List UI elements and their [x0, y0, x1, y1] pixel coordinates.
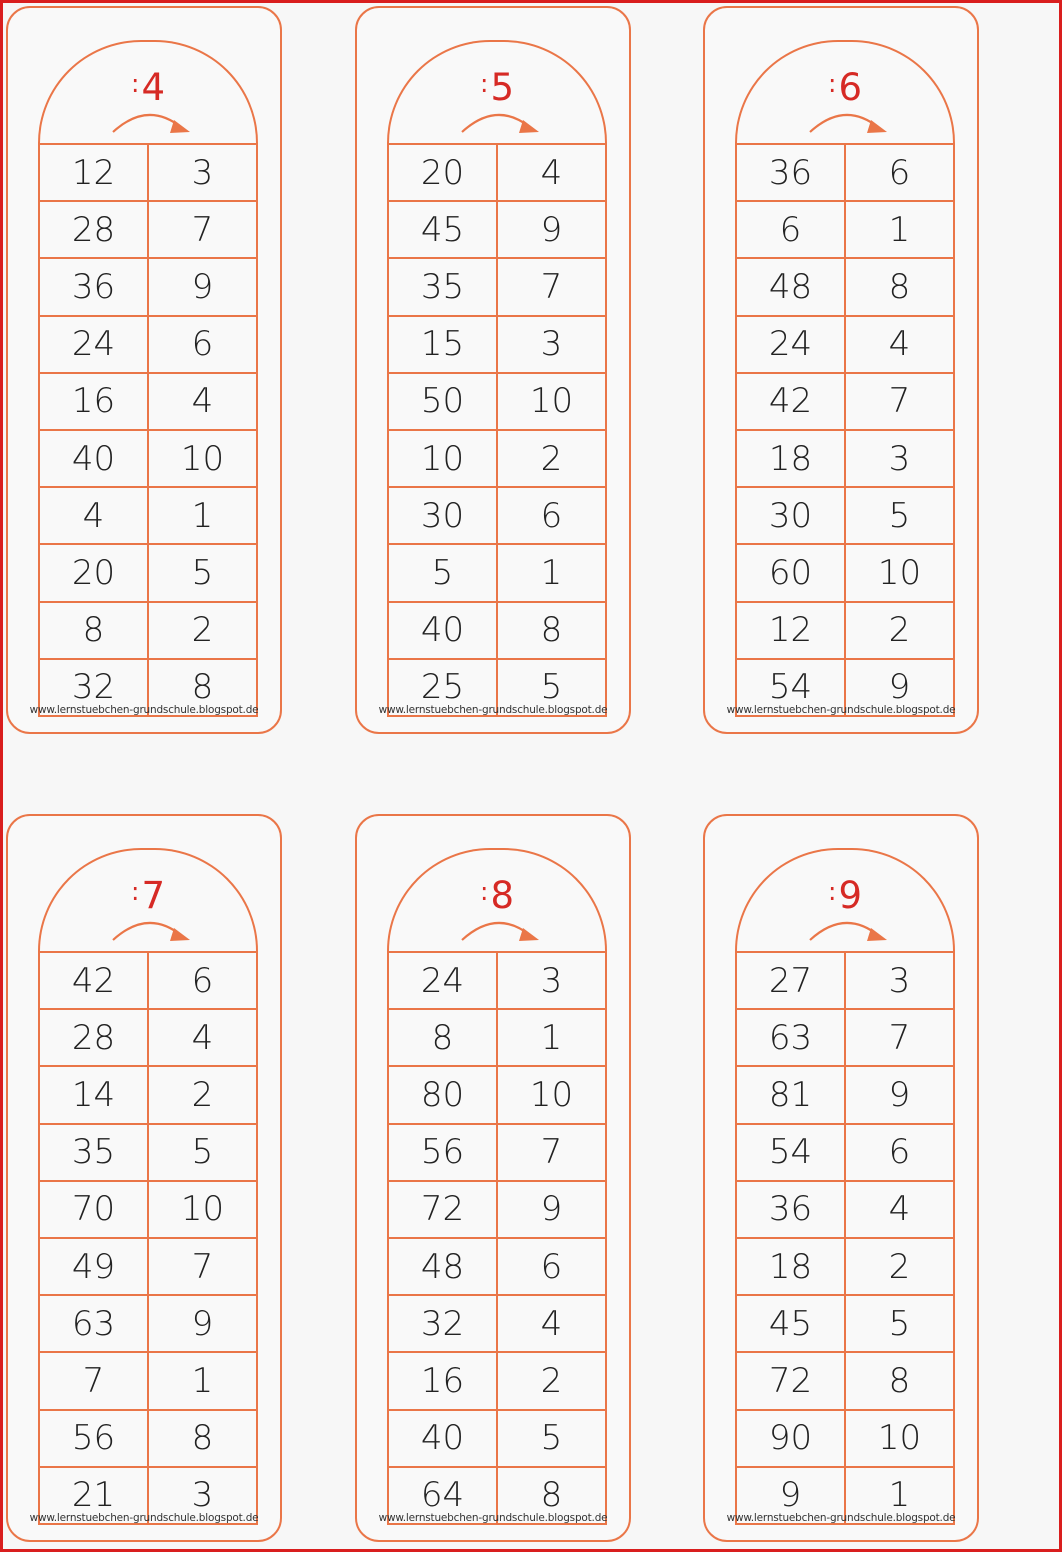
dividend-cell: 30: [736, 487, 845, 544]
quotient-cell: 2: [845, 602, 954, 659]
dividend-cell: 63: [736, 1009, 845, 1066]
quotient-cell: 5: [148, 1124, 257, 1181]
table-row: [39, 1238, 257, 1295]
table-row: [736, 258, 954, 315]
quotient-cell: 6: [148, 952, 257, 1009]
dividend-cell: 8: [388, 1009, 497, 1066]
quotient-cell: 5: [497, 1410, 606, 1467]
dividend-cell: 32: [388, 1295, 497, 1352]
dividend-cell: 90: [736, 1410, 845, 1467]
quotient-cell: 4: [497, 1295, 606, 1352]
division-table: [387, 143, 607, 717]
table-row: [39, 1295, 257, 1352]
dividend-cell: 24: [388, 952, 497, 1009]
table-row: [39, 544, 257, 601]
website-footer: www.lernstuebchen-grundschule.blogspot.de: [378, 704, 608, 716]
dividend-cell: 25: [388, 659, 497, 716]
dividend-cell: 40: [388, 1410, 497, 1467]
curved-arrow-icon: [807, 914, 891, 946]
curved-arrow-icon: [459, 106, 543, 138]
table-row: [388, 1295, 606, 1352]
table-row: [39, 1009, 257, 1066]
card-arch: [387, 40, 607, 143]
table-row: [39, 201, 257, 258]
division-table: [38, 143, 258, 717]
table-row: [736, 487, 954, 544]
dividend-cell: 4: [39, 487, 148, 544]
dividend-cell: 56: [388, 1124, 497, 1181]
quotient-cell: 8: [148, 659, 257, 716]
table-row: [388, 373, 606, 430]
quotient-cell: 7: [845, 1009, 954, 1066]
table-row: [388, 602, 606, 659]
table-row: [736, 373, 954, 430]
dividend-cell: 48: [736, 258, 845, 315]
table-row: [736, 1181, 954, 1238]
divisor-label: :9: [828, 874, 862, 917]
table-row: [736, 602, 954, 659]
quotient-cell: 7: [148, 201, 257, 258]
divisor-number: 7: [141, 874, 165, 917]
table-row: [388, 1352, 606, 1409]
dividend-cell: 36: [736, 1181, 845, 1238]
dividend-cell: 80: [388, 1066, 497, 1123]
dividend-cell: 56: [39, 1410, 148, 1467]
dividend-cell: 72: [388, 1181, 497, 1238]
divisor-label: :6: [828, 66, 862, 109]
quotient-cell: 8: [845, 1352, 954, 1409]
card-arch: [387, 848, 607, 951]
quotient-cell: 4: [497, 144, 606, 201]
quotient-cell: 7: [148, 1238, 257, 1295]
website-footer: www.lernstuebchen-grundschule.blogspot.de: [29, 704, 259, 716]
quotient-cell: 10: [845, 544, 954, 601]
division-table: [735, 143, 955, 717]
table-row: [39, 316, 257, 373]
dividend-cell: 50: [388, 373, 497, 430]
quotient-cell: 9: [845, 659, 954, 716]
table-row: [388, 258, 606, 315]
table-row: [39, 602, 257, 659]
quotient-cell: 3: [148, 1467, 257, 1524]
quotient-cell: 2: [497, 430, 606, 487]
table-row: [388, 1181, 606, 1238]
table-row: [39, 430, 257, 487]
dividend-cell: 48: [388, 1238, 497, 1295]
website-footer: www.lernstuebchen-grundschule.blogspot.de: [726, 704, 956, 716]
divisor-label: :4: [131, 66, 165, 109]
quotient-cell: 5: [845, 487, 954, 544]
quotient-cell: 6: [148, 316, 257, 373]
dividend-cell: 60: [736, 544, 845, 601]
table-row: [388, 952, 606, 1009]
table-row: [736, 1295, 954, 1352]
division-card-5: [355, 6, 631, 734]
table-row: [39, 373, 257, 430]
quotient-cell: 3: [845, 430, 954, 487]
table-row: [39, 1066, 257, 1123]
quotient-cell: 3: [497, 952, 606, 1009]
quotient-cell: 1: [845, 201, 954, 258]
dividend-cell: 42: [736, 373, 845, 430]
division-table: [735, 951, 955, 1525]
quotient-cell: 9: [845, 1066, 954, 1123]
quotient-cell: 10: [845, 1410, 954, 1467]
quotient-cell: 1: [148, 1352, 257, 1409]
quotient-cell: 1: [497, 544, 606, 601]
table-row: [388, 201, 606, 258]
table-row: [736, 1066, 954, 1123]
table-row: [388, 1066, 606, 1123]
divisor-number: 4: [141, 66, 165, 109]
dividend-cell: 45: [736, 1295, 845, 1352]
quotient-cell: 9: [148, 1295, 257, 1352]
table-row: [39, 1181, 257, 1238]
quotient-cell: 1: [497, 1009, 606, 1066]
quotient-cell: 10: [497, 373, 606, 430]
quotient-cell: 1: [845, 1467, 954, 1524]
dividend-cell: 21: [39, 1467, 148, 1524]
quotient-cell: 10: [148, 430, 257, 487]
table-row: [39, 1124, 257, 1181]
quotient-cell: 10: [497, 1066, 606, 1123]
quotient-cell: 2: [497, 1352, 606, 1409]
division-card-6: [703, 6, 979, 734]
division-card-7: [6, 814, 282, 1542]
divisor-number: 9: [838, 874, 862, 917]
dividend-cell: 72: [736, 1352, 845, 1409]
quotient-cell: 4: [845, 316, 954, 373]
divisor-label: :5: [480, 66, 514, 109]
table-row: [39, 952, 257, 1009]
table-row: [736, 952, 954, 1009]
table-row: [388, 430, 606, 487]
dividend-cell: 35: [388, 258, 497, 315]
dividend-cell: 54: [736, 659, 845, 716]
curved-arrow-icon: [807, 106, 891, 138]
dividend-cell: 15: [388, 316, 497, 373]
dividend-cell: 35: [39, 1124, 148, 1181]
dividend-cell: 5: [388, 544, 497, 601]
table-row: [388, 1410, 606, 1467]
dividend-cell: 36: [736, 144, 845, 201]
table-row: [736, 201, 954, 258]
dividend-cell: 20: [39, 544, 148, 601]
dividend-cell: 16: [39, 373, 148, 430]
quotient-cell: 5: [148, 544, 257, 601]
dividend-cell: 8: [39, 602, 148, 659]
table-row: [736, 1238, 954, 1295]
table-row: [736, 1410, 954, 1467]
quotient-cell: 7: [845, 373, 954, 430]
divisor-number: 5: [490, 66, 514, 109]
dividend-cell: 40: [388, 602, 497, 659]
quotient-cell: 3: [148, 144, 257, 201]
quotient-cell: 7: [497, 258, 606, 315]
card-arch: [735, 848, 955, 951]
quotient-cell: 1: [148, 487, 257, 544]
dividend-cell: 32: [39, 659, 148, 716]
division-table: [387, 951, 607, 1525]
quotient-cell: 5: [497, 659, 606, 716]
website-footer: www.lernstuebchen-grundschule.blogspot.de: [726, 1512, 956, 1524]
quotient-cell: 4: [148, 373, 257, 430]
table-row: [388, 544, 606, 601]
curved-arrow-icon: [459, 914, 543, 946]
dividend-cell: 9: [736, 1467, 845, 1524]
quotient-cell: 3: [497, 316, 606, 373]
quotient-cell: 9: [497, 1181, 606, 1238]
quotient-cell: 6: [845, 144, 954, 201]
dividend-cell: 64: [388, 1467, 497, 1524]
table-row: [736, 1352, 954, 1409]
quotient-cell: 8: [497, 1467, 606, 1524]
division-card-8: [355, 814, 631, 1542]
quotient-cell: 6: [845, 1124, 954, 1181]
dividend-cell: 12: [39, 144, 148, 201]
table-row: [388, 1238, 606, 1295]
dividend-cell: 49: [39, 1238, 148, 1295]
quotient-cell: 2: [845, 1238, 954, 1295]
table-row: [39, 258, 257, 315]
table-row: [388, 144, 606, 201]
division-table: [38, 951, 258, 1525]
division-card-9: [703, 814, 979, 1542]
dividend-cell: 27: [736, 952, 845, 1009]
quotient-cell: 8: [497, 602, 606, 659]
dividend-cell: 14: [39, 1066, 148, 1123]
dividend-cell: 12: [736, 602, 845, 659]
dividend-cell: 54: [736, 1124, 845, 1181]
quotient-cell: 2: [148, 1066, 257, 1123]
dividend-cell: 42: [39, 952, 148, 1009]
dividend-cell: 28: [39, 201, 148, 258]
dividend-cell: 36: [39, 258, 148, 315]
dividend-cell: 40: [39, 430, 148, 487]
dividend-cell: 16: [388, 1352, 497, 1409]
dividend-cell: 7: [39, 1352, 148, 1409]
quotient-cell: 5: [845, 1295, 954, 1352]
table-row: [736, 144, 954, 201]
quotient-cell: 4: [845, 1181, 954, 1238]
table-row: [388, 487, 606, 544]
quotient-cell: 10: [148, 1181, 257, 1238]
quotient-cell: 9: [497, 201, 606, 258]
dividend-cell: 10: [388, 430, 497, 487]
dividend-cell: 81: [736, 1066, 845, 1123]
dividend-cell: 28: [39, 1009, 148, 1066]
table-row: [736, 316, 954, 373]
dividend-cell: 63: [39, 1295, 148, 1352]
dividend-cell: 70: [39, 1181, 148, 1238]
quotient-cell: 4: [148, 1009, 257, 1066]
quotient-cell: 3: [845, 952, 954, 1009]
divisor-label: :8: [480, 874, 514, 917]
division-card-4: [6, 6, 282, 734]
dividend-cell: 30: [388, 487, 497, 544]
quotient-cell: 6: [497, 487, 606, 544]
table-row: [39, 487, 257, 544]
curved-arrow-icon: [110, 106, 194, 138]
table-row: [736, 1009, 954, 1066]
table-row: [736, 544, 954, 601]
dividend-cell: 24: [736, 316, 845, 373]
quotient-cell: 6: [497, 1238, 606, 1295]
quotient-cell: 8: [148, 1410, 257, 1467]
dividend-cell: 6: [736, 201, 845, 258]
dividend-cell: 20: [388, 144, 497, 201]
website-footer: www.lernstuebchen-grundschule.blogspot.de: [29, 1512, 259, 1524]
curved-arrow-icon: [110, 914, 194, 946]
quotient-cell: 8: [845, 258, 954, 315]
table-row: [39, 1352, 257, 1409]
table-row: [388, 1124, 606, 1181]
divisor-label: :7: [131, 874, 165, 917]
quotient-cell: 2: [148, 602, 257, 659]
quotient-cell: 9: [148, 258, 257, 315]
dividend-cell: 18: [736, 1238, 845, 1295]
card-arch: [38, 848, 258, 951]
table-row: [736, 430, 954, 487]
website-footer: www.lernstuebchen-grundschule.blogspot.de: [378, 1512, 608, 1524]
divisor-number: 8: [490, 874, 514, 917]
card-arch: [38, 40, 258, 143]
table-row: [388, 1009, 606, 1066]
divisor-number: 6: [838, 66, 862, 109]
quotient-cell: 7: [497, 1124, 606, 1181]
table-row: [39, 1410, 257, 1467]
table-row: [388, 316, 606, 373]
table-row: [39, 144, 257, 201]
dividend-cell: 45: [388, 201, 497, 258]
card-arch: [735, 40, 955, 143]
dividend-cell: 24: [39, 316, 148, 373]
dividend-cell: 18: [736, 430, 845, 487]
table-row: [736, 1124, 954, 1181]
